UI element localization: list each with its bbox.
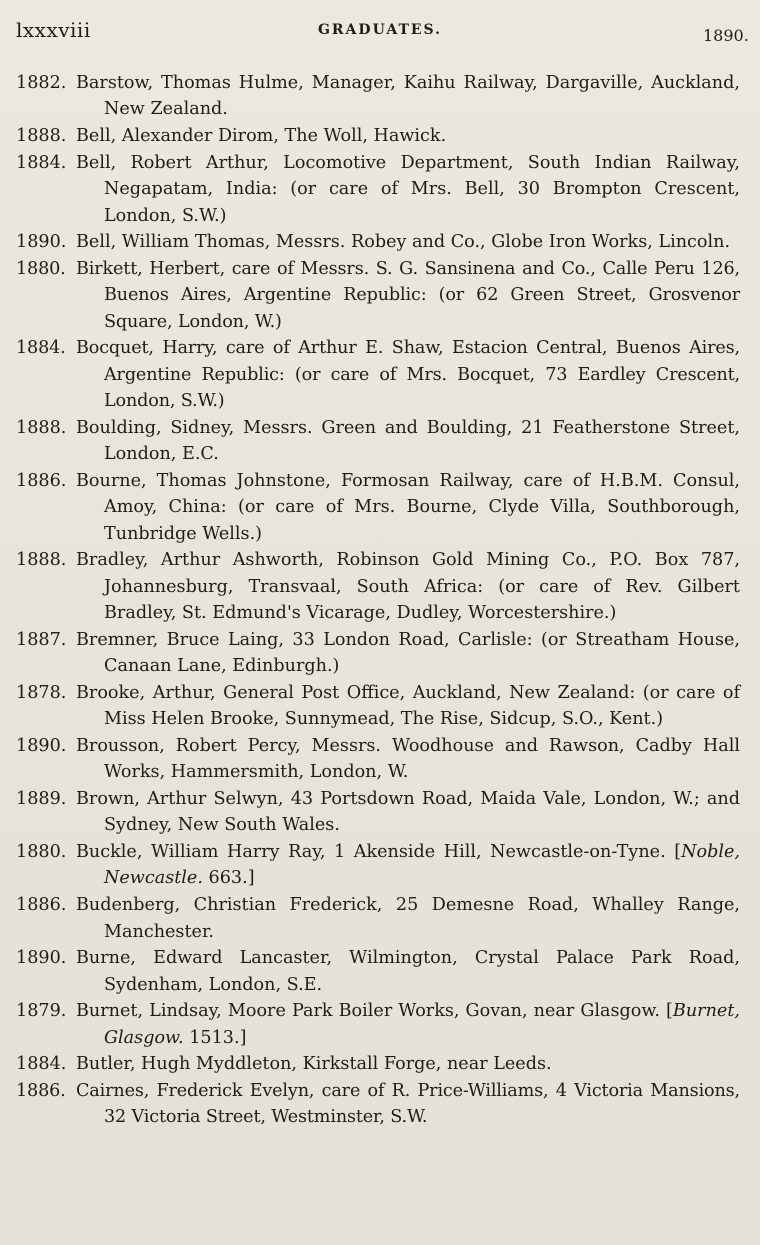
- entry-text: Cairnes, Frederick Evelyn, care of R. Price-Williams, 4 Victoria Mansions, 32 Victoria Street, Westminster, S.W.: [76, 1080, 740, 1128]
- list-entry: [16, 786, 740, 839]
- telegram-address: Noble, Newcastle.: [104, 842, 740, 889]
- list-entry: [16, 680, 740, 733]
- list-entry: [16, 627, 740, 680]
- list-entry: [16, 335, 740, 414]
- entry-year: 1878.: [16, 682, 67, 703]
- telegram-address: Burnet, Glasgow.: [104, 1001, 740, 1048]
- graduates-list: [16, 70, 740, 1131]
- entry-year: 1884.: [16, 1054, 67, 1075]
- telephone-number: 663.]: [208, 868, 255, 889]
- entry-year: 1890.: [16, 735, 67, 756]
- entry-text: Brooke, Arthur, General Post Office, Auckland, New Zealand: (or care of Miss Helen Brooke, Sunnymead, The Rise, Sidcup, S.O., Kent.): [76, 682, 740, 730]
- entry-year: 1888.: [16, 550, 67, 571]
- entry-year: 1886.: [16, 895, 67, 916]
- list-entry: [16, 839, 740, 892]
- list-entry: [16, 1051, 740, 1077]
- telegram-bracket: [: [674, 842, 682, 863]
- list-entry: [16, 998, 740, 1051]
- running-title: GRADUATES.: [317, 22, 443, 38]
- list-entry: [16, 256, 740, 335]
- telephone-number: 1513.]: [189, 1027, 247, 1048]
- entry-year: 1886.: [16, 1080, 66, 1101]
- entry-year: 1890.: [16, 232, 67, 253]
- entry-year: 1890.: [16, 948, 67, 969]
- entry-text: Birkett, Herbert, care of Messrs. S. G. Sansinena and Co., Calle Peru 126, Buenos Aires, Argentine Republic: (or 62 Green Street, Grosvenor Square, London, W.): [76, 258, 740, 332]
- entry-year: 1879.: [16, 1001, 67, 1022]
- entry-text: Barstow, Thomas Hulme, Manager, Kaihu Railway, Dargaville, Auckland, New Zealand.: [76, 73, 740, 120]
- list-entry: [16, 70, 740, 123]
- list-entry: [16, 415, 740, 468]
- entry-text: Butler, Hugh Myddleton, Kirkstall Forge, near Leeds.: [76, 1054, 552, 1075]
- entry-text: Brousson, Robert Percy, Messrs. Woodhouse and Rawson, Cadby Hall Works, Hammersmith, London, W.: [76, 735, 740, 783]
- list-entry: [16, 547, 740, 626]
- page-header: [0, 18, 760, 48]
- entry-year: 1888.: [16, 126, 67, 147]
- entry-text: Burne, Edward Lancaster, Wilmington, Crystal Palace Park Road, Sydenham, London, S.E.: [76, 948, 740, 995]
- entry-text: Burnet, Lindsay, Moore Park Boiler Works, Govan, near Glasgow.: [76, 1001, 660, 1022]
- entry-text: Bourne, Thomas Johnstone, Formosan Railway, care of H.B.M. Consul, Amoy, China: (or care of Mrs. Bourne, Clyde Villa, Southborough, Tunbridge Wells.): [76, 470, 740, 544]
- entry-year: 1880.: [16, 258, 66, 279]
- entry-text: Buckle, William Harry Ray, 1 Akenside Hill, Newcastle-on-Tyne.: [76, 842, 666, 863]
- entry-year: 1882.: [16, 73, 67, 93]
- entry-year: 1884.: [16, 338, 66, 359]
- page-number: lxxxviii: [16, 18, 91, 42]
- entry-text: Bell, William Thomas, Messrs. Robey and Co., Globe Iron Works, Lincoln.: [76, 232, 731, 253]
- list-entry: [16, 733, 740, 786]
- entry-text: Brown, Arthur Selwyn, 43 Portsdown Road, Maida Vale, London, W.; and Sydney, New South Wales.: [76, 788, 740, 836]
- entry-text: Budenberg, Christian Frederick, 25 Demesne Road, Whalley Range, Manchester.: [76, 895, 740, 942]
- entry-text: Bradley, Arthur Ashworth, Robinson Gold Mining Co., P.O. Box 787, Johannesburg, Transvaal, South Africa: (or care of Rev. Gilbert Bradley, St. Edmund's Vicarage, Dudley, Worcestershire.): [76, 550, 740, 624]
- entry-text: Boulding, Sidney, Messrs. Green and Boulding, 21 Featherstone Street, London, E.C.: [76, 417, 740, 465]
- entry-year: 1884.: [16, 152, 67, 173]
- entry-year: 1886.: [16, 470, 67, 491]
- header-year: 1890.: [703, 26, 749, 45]
- entry-year: 1889.: [16, 788, 67, 809]
- telegram-bracket: [: [666, 1001, 673, 1022]
- entry-text: Bocquet, Harry, care of Arthur E. Shaw, Estacion Central, Buenos Aires, Argentine Republic: (or care of Mrs. Bocquet, 73 Eardley Crescent, London, S.W.): [76, 338, 740, 412]
- list-entry: [16, 468, 740, 547]
- entry-year: 1888.: [16, 417, 67, 438]
- list-entry: [16, 892, 740, 945]
- list-entry: [16, 229, 740, 255]
- list-entry: [16, 123, 740, 149]
- entry-text: Bell, Robert Arthur, Locomotive Department, South Indian Railway, Negapatam, India: (or care of Mrs. Bell, 30 Brompton Crescent, London, S.W.): [76, 152, 740, 226]
- list-entry: [16, 1078, 740, 1131]
- entry-text: Bell, Alexander Dirom, The Woll, Hawick.: [76, 126, 447, 147]
- entry-text: Bremner, Bruce Laing, 33 London Road, Carlisle: (or Streatham House, Canaan Lane, Edinburgh.): [76, 629, 740, 677]
- entry-year: 1887.: [16, 629, 67, 650]
- list-entry: [16, 150, 740, 229]
- entry-year: 1880.: [16, 842, 67, 863]
- list-entry: [16, 945, 740, 998]
